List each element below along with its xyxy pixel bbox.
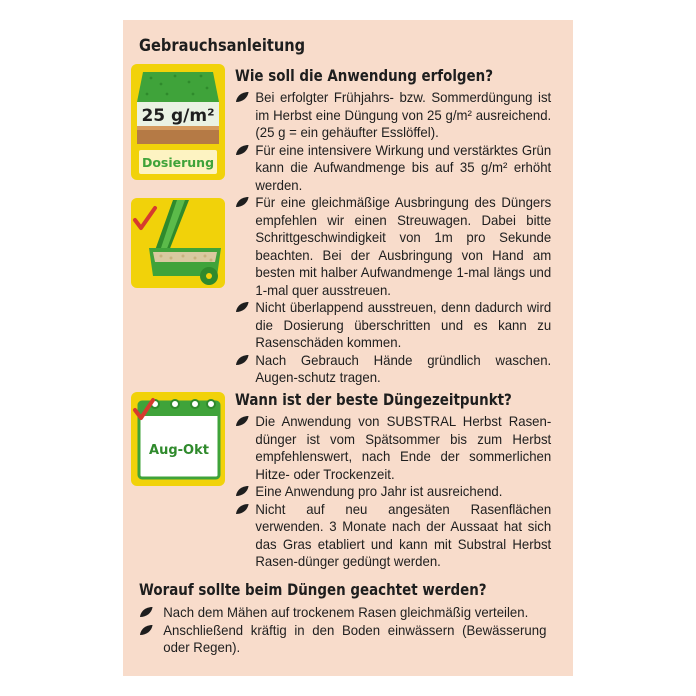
leaf-bullet-icon [235, 485, 250, 497]
list-item: Anschließend kräftig in den Boden einwässern (Bewässerung oder Regen). [139, 622, 546, 657]
list-item: Nach Gebrauch Hände gründlich waschen. Augen-schutz tragen. [235, 352, 551, 387]
section-heading-care: Worauf sollte beim Düngen geachtet werden? [139, 580, 487, 599]
section-care [139, 604, 559, 657]
list-item: Eine Anwendung pro Jahr ist ausreichend. [235, 483, 551, 501]
section-heading: Wie soll die Anwendung erfolgen? [235, 66, 494, 85]
list-item: Die Anwendung von SUBSTRAL Herbst Rasen-dünger ist vom Spätsommer bis zum Herbst empfehlenswert, nach Ende der sommerlichen Hitze- oder Trockenzeit. [235, 413, 551, 483]
leaf-bullet-icon [235, 354, 250, 366]
instructions-panel [123, 20, 573, 676]
leaf-bullet-icon [139, 624, 154, 636]
leaf-bullet-icon [235, 503, 250, 515]
list-item: Für eine intensivere Wirkung und verstärktes Grün kann die Aufwandmenge bis auf 35 g/m² erhöht werden. [235, 142, 551, 195]
page-title: Gebrauchsanleitung [139, 36, 306, 56]
list-item: Bei erfolgter Frühjahrs- bzw. Sommerdüngung ist im Herbst eine Düngung von 25 g/m² ausreichend. (25 g = ein gehäufter Esslöffel). [235, 89, 551, 142]
list-item: Für eine gleichmäßige Ausbringung des Düngers empfehlen wir einen Streuwagen. Dabei bitte Schrittgeschwindigkeit von 1m pro Sekunde beachten. Bei der Ausbringung von Hand am besten mit halber Aufwandmenge 1-mal längs und 1-mal quer ausstreuen. [235, 194, 551, 299]
calendar-icon [131, 392, 225, 486]
leaf-bullet-icon [139, 606, 154, 618]
dosage-label: Dosierung [141, 155, 215, 170]
leaf-bullet-icon [235, 301, 250, 313]
dosage-icon [131, 64, 225, 180]
list-item: Nicht überlappend ausstreuen, denn dadurch wird die Dosierung überschritten und es kann zu Rasenschäden kommen. [235, 299, 551, 352]
list-item: Nicht auf neu angesäten Rasenflächen verwenden. 3 Monate nach der Aussaat hat sich das Gras etabliert und kann mit Substral Herbst Rasen-dünger gedüngt werden. [235, 501, 551, 571]
leaf-bullet-icon [235, 415, 250, 427]
list-item: Nach dem Mähen auf trockenem Rasen gleichmäßig verteilen. [139, 604, 546, 622]
spreader-check-icon [131, 198, 225, 288]
leaf-bullet-icon [235, 196, 250, 208]
leaf-bullet-icon [235, 91, 250, 103]
section-heading: Wann ist der beste Düngezeitpunkt? [235, 390, 512, 409]
calendar-label: Aug-Okt [149, 443, 209, 458]
leaf-bullet-icon [235, 144, 250, 156]
dosage-amount: 25 g/m² [141, 106, 215, 126]
section-timing [235, 390, 561, 571]
section-application [235, 66, 561, 387]
